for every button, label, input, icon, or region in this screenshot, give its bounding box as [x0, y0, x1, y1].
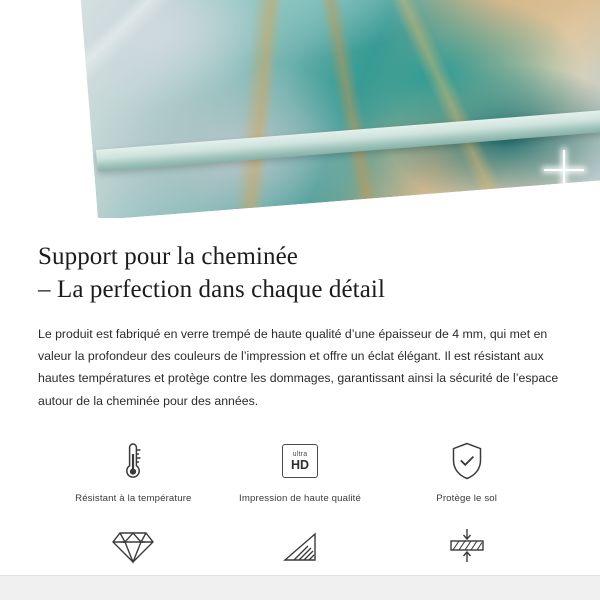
feature-label: Impression de haute qualité: [239, 493, 361, 504]
page-title: [38, 240, 562, 307]
feature-item-temperature: [50, 438, 217, 504]
badge-bottom-label: HD: [290, 457, 310, 472]
polished-edges-icon: [281, 524, 319, 570]
marble-print-surface: [78, 0, 600, 218]
content-section: [0, 218, 600, 590]
page-title-line2: – La perfection dans chaque détail: [38, 276, 385, 304]
feature-label: Résistant à la température: [75, 493, 192, 504]
feature-grid: [38, 438, 562, 590]
page-title-line1: Support pour la cheminée: [38, 243, 298, 270]
thermometer-icon: [120, 438, 146, 484]
badge-top-label: ultra: [292, 450, 308, 458]
description-text: Le produit est fabriqué en verre trempé de haute qualité d’une épaisseur de 4 mm, qui met en valeur la profondeur des couleurs de l’impression et offre un éclat élégant. Il est résistant aux hautes températures et protège contre les dommages, garantissant ainsi la sécurité de l’espace autour de la cheminée pour des années.: [38, 326, 559, 408]
feature-label: Protège le sol: [436, 493, 498, 504]
shield-check-icon: [449, 438, 485, 484]
ultra-hd-badge-icon: [282, 438, 318, 484]
bottom-bar: [0, 575, 600, 600]
hero-image: [0, 0, 600, 218]
hero-image-plate: [0, 0, 600, 218]
feature-item-print-quality: [217, 438, 384, 504]
thickness-arrows-icon: [445, 524, 489, 570]
feature-item-floor-protection: [383, 438, 550, 504]
diamond-icon: [112, 524, 154, 570]
